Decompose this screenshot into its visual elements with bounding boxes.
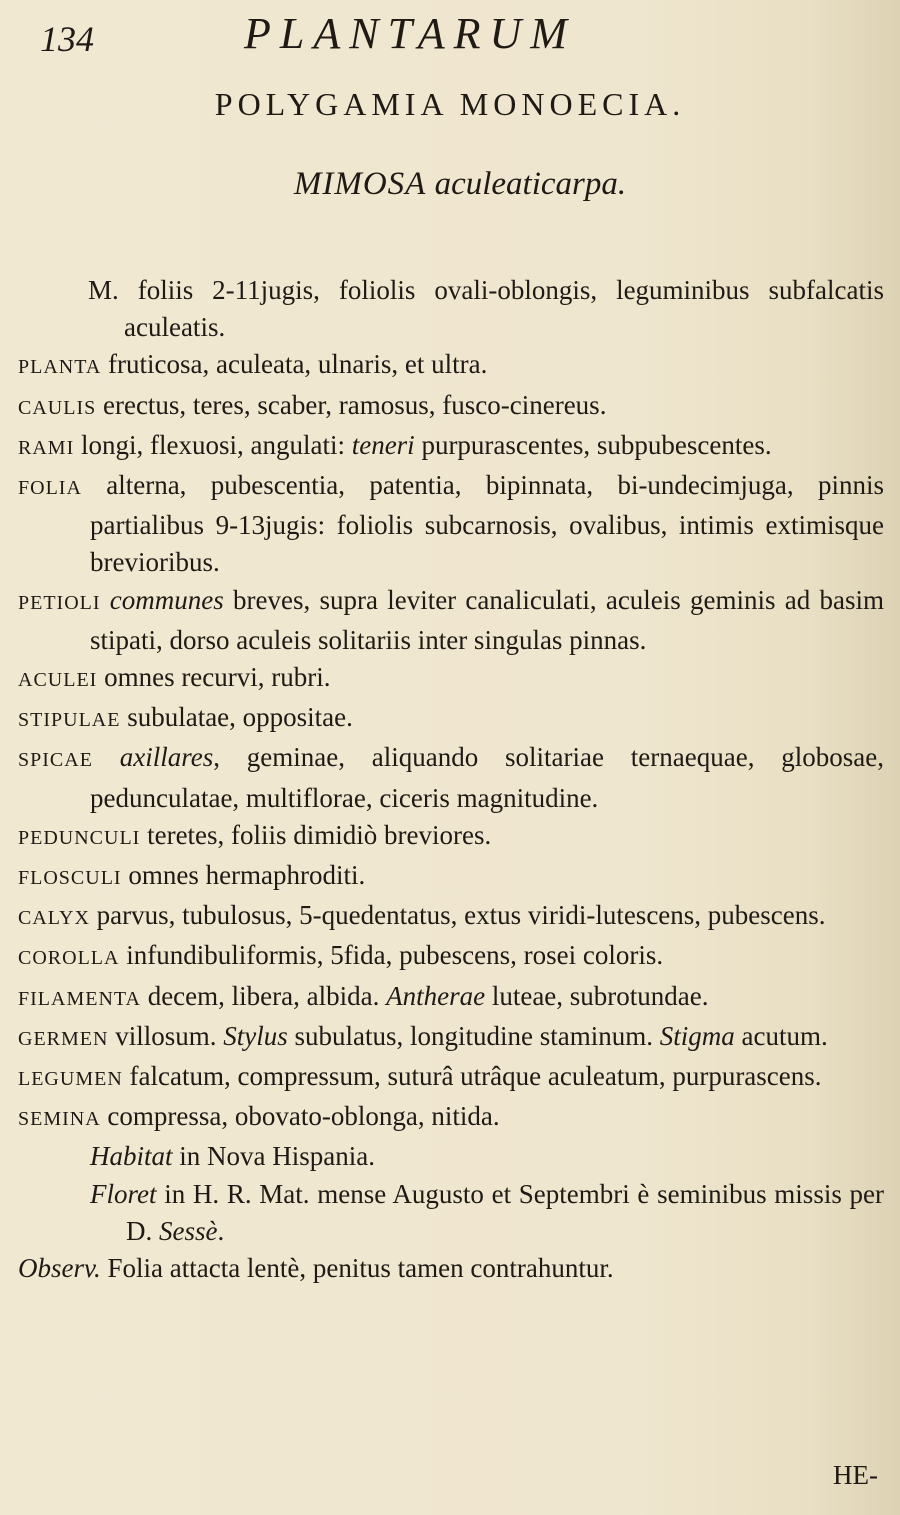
observation-text: Folia attacta lentè, penitus tamen contrahuntur. — [100, 1253, 614, 1284]
description-italic-text: communes — [109, 584, 224, 615]
floret-label: Floret — [90, 1178, 157, 1209]
description-term: ACULEI — [18, 669, 98, 692]
description-text: falcatum, compressum, suturâ utrâque aculeatum, purpurascens. — [122, 1061, 822, 1092]
description-term: COROLLA — [18, 947, 120, 970]
description-italic-text: Stigma — [659, 1020, 735, 1051]
description-term: PETIOLI — [18, 591, 101, 614]
description-entry — [18, 857, 884, 897]
description-text: teretes, foliis dimidiò breviores. — [140, 819, 492, 850]
description-entry — [18, 467, 884, 582]
description-term: RAMI — [18, 436, 75, 459]
species-epithet: aculeaticarpa. — [434, 166, 627, 202]
description-italic-text: axillares — [119, 742, 214, 773]
description-text: omnes hermaphroditi. — [121, 860, 366, 891]
description-text — [93, 742, 120, 772]
description-term: STIPULAE — [18, 709, 121, 732]
description-term: PEDUNCULI — [18, 826, 141, 849]
habitat-text: in Nova Hispania. — [172, 1141, 375, 1172]
species-heading — [0, 166, 900, 203]
description-entry — [18, 1018, 884, 1058]
description-text: erectus, teres, scaber, ramosus, fusco-cinereus. — [96, 389, 607, 420]
description-term: SEMINA — [18, 1108, 101, 1131]
description-text: longi, flexuosi, angulati: — [74, 429, 352, 460]
description-text: decem, libera, albida. — [140, 980, 387, 1011]
description-entry — [18, 937, 884, 977]
description-text: alterna, pubescentia, patentia, bipinnata, bi-undecimjuga, pinnis partialibus 9-13jugis: foliolis subcarnosis, ovalibus, intimis extimisque brevioribus. — [81, 470, 884, 578]
description-text: villosum. — [108, 1020, 224, 1051]
description-text: subulatae, oppositae. — [120, 702, 353, 733]
floret-line — [18, 1176, 884, 1250]
description-text: , geminae, aliquando solitariae ternaequae, globosae, pedunculatae, multiflorae, ciceris magnitudine. — [90, 742, 884, 813]
catchword: HE- — [833, 1460, 878, 1490]
description-body — [18, 272, 884, 1287]
description-term: FLOSCULI — [18, 867, 122, 890]
description-entry — [18, 699, 884, 739]
description-text: purpurascentes, subpubescentes. — [414, 429, 772, 460]
description-term: CALYX — [18, 907, 90, 930]
description-term: SPICAE — [18, 749, 93, 772]
description-italic-text: teneri — [351, 429, 415, 460]
description-entry — [18, 659, 884, 699]
description-text: infundibuliformis, 5fida, pubescens, rosei coloris. — [119, 940, 664, 971]
description-italic-text: Antherae — [386, 980, 486, 1011]
description-term: GERMEN — [18, 1027, 109, 1050]
description-text: parvus, tubulosus, 5-quedentatus, extus viridi-lutescens, pubescens. — [89, 900, 826, 931]
description-entry — [18, 897, 884, 937]
section-title: POLYGAMIA MONOECIA. — [214, 86, 686, 122]
description-text — [101, 585, 110, 615]
description-list — [18, 346, 884, 1138]
description-text: luteae, subrotundae. — [485, 980, 709, 1011]
description-entry — [18, 346, 884, 386]
observation-line — [18, 1250, 884, 1287]
description-italic-text: Stylus — [223, 1020, 288, 1051]
page-header — [0, 4, 900, 64]
description-entry — [18, 427, 884, 467]
floret-end: . — [217, 1215, 225, 1246]
description-term: CAULIS — [18, 396, 97, 419]
description-text: subulatus, longitudine staminum. — [287, 1020, 660, 1051]
description-entry — [18, 387, 884, 427]
habitat-label: Habitat — [90, 1141, 173, 1172]
page-number: 134 — [40, 19, 94, 59]
description-text: compressa, obovato-oblonga, nitida. — [100, 1101, 500, 1132]
description-term: PLANTA — [18, 356, 102, 379]
description-term: LEGUMEN — [18, 1068, 123, 1091]
diagnosis: M. foliis 2-11jugis, foliolis ovali-oblongis, leguminibus subfalcatis aculeatis. — [88, 275, 884, 343]
description-text: acutum. — [734, 1020, 828, 1051]
running-title: PLANTARUM — [244, 9, 576, 58]
description-entry — [18, 739, 884, 816]
description-text: fruticosa, aculeata, ulnaris, et ultra. — [101, 349, 488, 380]
description-term: FOLIA — [18, 477, 82, 500]
description-entry — [18, 582, 884, 659]
description-entry — [18, 817, 884, 857]
species-genus: MIMOSA — [293, 166, 427, 202]
collector-name: Sessè — [159, 1215, 218, 1246]
description-term: FILAMENTA — [18, 987, 141, 1010]
habitat-line — [18, 1138, 884, 1175]
description-text: breves, supra leviter canaliculati, aculeis geminis ad basim stipati, dorso aculeis solitariis inter singulas pinnas. — [90, 584, 885, 655]
description-entry — [18, 978, 884, 1018]
description-entry — [18, 1098, 884, 1138]
floret-text: in H. R. Mat. mense Augusto et Septembri è seminibus missis per D. — [126, 1178, 884, 1246]
description-text: omnes recurvi, rubri. — [97, 662, 331, 693]
observation-label: Observ. — [18, 1253, 101, 1284]
description-entry — [18, 1058, 884, 1098]
